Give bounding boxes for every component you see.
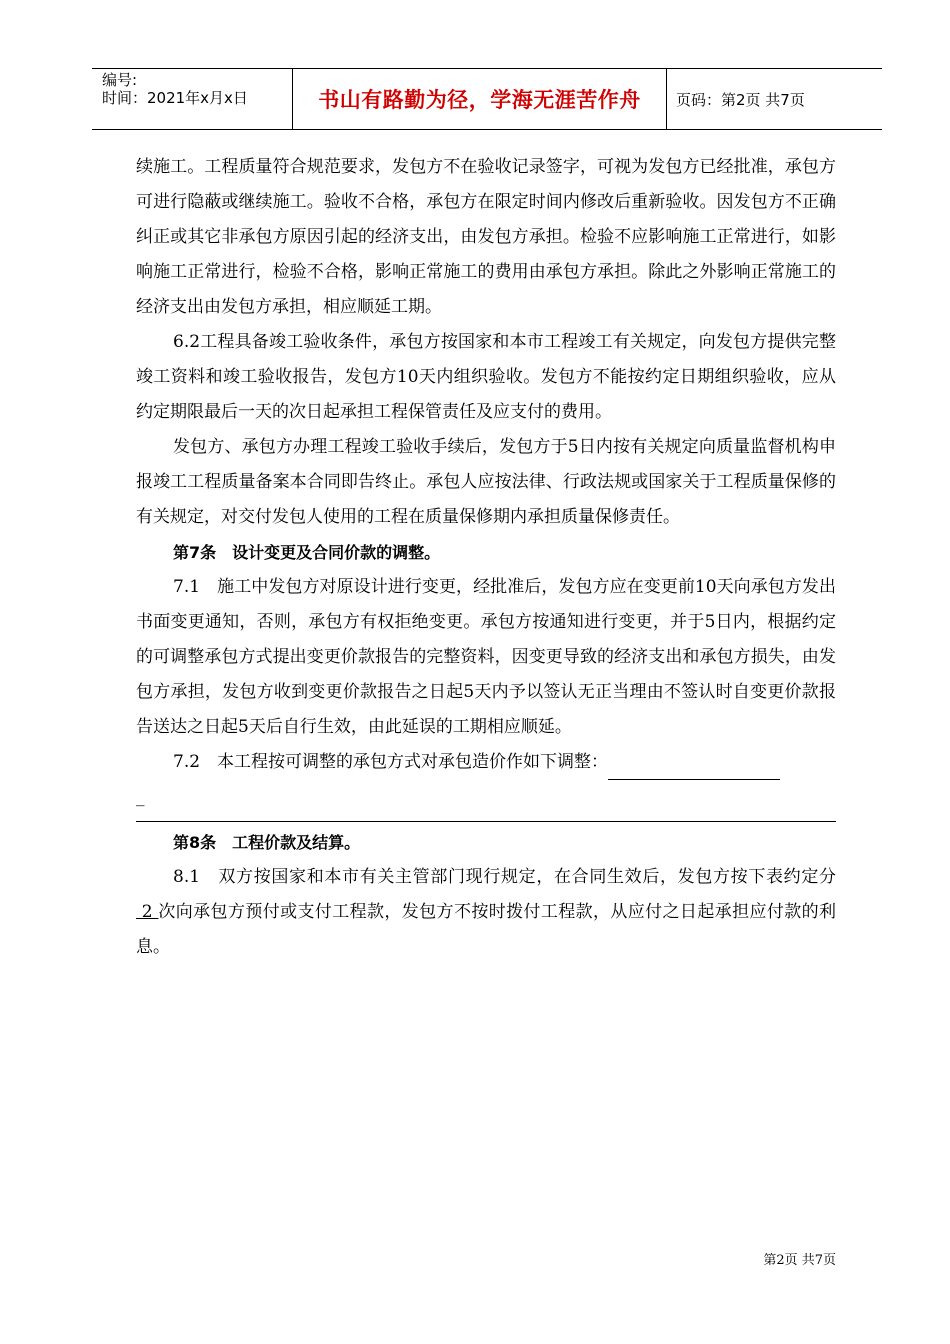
header-meta <box>92 69 292 129</box>
paragraph-8-1-a: 8.1 双方按国家和本市有关主管部门现行规定，在合同生效后，发包方按下表约定分 <box>173 867 836 887</box>
paragraph-7-1: 7.1 施工中发包方对原设计进行变更，经批准后，发包方应在变更前10天向承包方发出书面变更通知，否则，承包方有权拒绝变更。承包方按通知进行变更，并于5日内，根据约定的可调整承包方式提出变更价款报告的完整资料，因变更导致的经济支出和承包方损失，由发包方承担，发包方收到变更价款报告之日起5天内予以签认无正当理由不签认时自变更价款报告送达之日起5天后自行生效，由此延误的工期相应顺延。 <box>136 577 836 737</box>
document-body <box>136 150 836 965</box>
page-info: 页码：第2页 共7页 <box>676 90 805 109</box>
header-page-cell <box>666 69 882 129</box>
paragraph-8-1-b: 次向承包方预付或支付工程款，发包方不按时拨付工程款，从应付之日起承担应付款的利息。 <box>136 902 837 957</box>
payment-count: 2 <box>136 902 159 922</box>
article-8-heading: 第8条 工程价款及结算。 <box>173 833 361 852</box>
paragraph-1: 续施工。工程质量符合规范要求，发包方不在验收记录签字，可视为发包方已经批准，承包方可进行隐蔽或继续施工。验收不合格，承包方在限定时间内修改后重新验收。因发包方不正确纠正或其它非承包方原因引起的经济支出，由发包方承担。检验不应影响施工正常进行，如影响施工正常进行，检验不合格，影响正常施工的费用由承包方承担。除此之外影响正常施工的经济支出由发包方承担，相应顺延工期。 <box>136 157 836 317</box>
time-label: 时间：2021年x月x日 <box>102 89 248 107</box>
fill-in-blank[interactable] <box>608 755 780 780</box>
header-motto-cell <box>292 69 667 129</box>
page-header <box>92 68 882 130</box>
motto: 书山有路勤为径，学海无涯苦作舟 <box>318 88 641 112</box>
page-footer: 第2页 共7页 <box>763 1253 836 1268</box>
code-label: 编号: <box>102 71 138 89</box>
paragraph-acceptance: 发包方、承包方办理工程竣工验收手续后，发包方于5日内按有关规定向质量监督机构申报竣工工程质量备案本合同即告终止。承包人应按法律、行政法规或国家关于工程质量保修的有关规定，对交付发包人使用的工程在质量保修期内承担质量保修责任。 <box>136 437 836 527</box>
paragraph-7-2-text: 7.2 本工程按可调整的承包方式对承包造价作如下调整： <box>173 752 609 772</box>
paragraph-7-2 <box>136 745 836 780</box>
horizontal-rule <box>136 821 836 822</box>
dash-line: _ <box>136 787 145 807</box>
paragraph-6-2: 6.2工程具备竣工验收条件，承包方按国家和本市工程竣工有关规定，向发包方提供完整竣工资料和竣工验收报告，发包方10天内组织验收。发包方不能按约定日期组织验收，应从约定期限最后一天的次日起承担工程保管责任及应支付的费用。 <box>136 332 836 422</box>
article-7-heading: 第7条 设计变更及合同价款的调整。 <box>173 543 441 562</box>
paragraph-8-1 <box>136 860 836 965</box>
